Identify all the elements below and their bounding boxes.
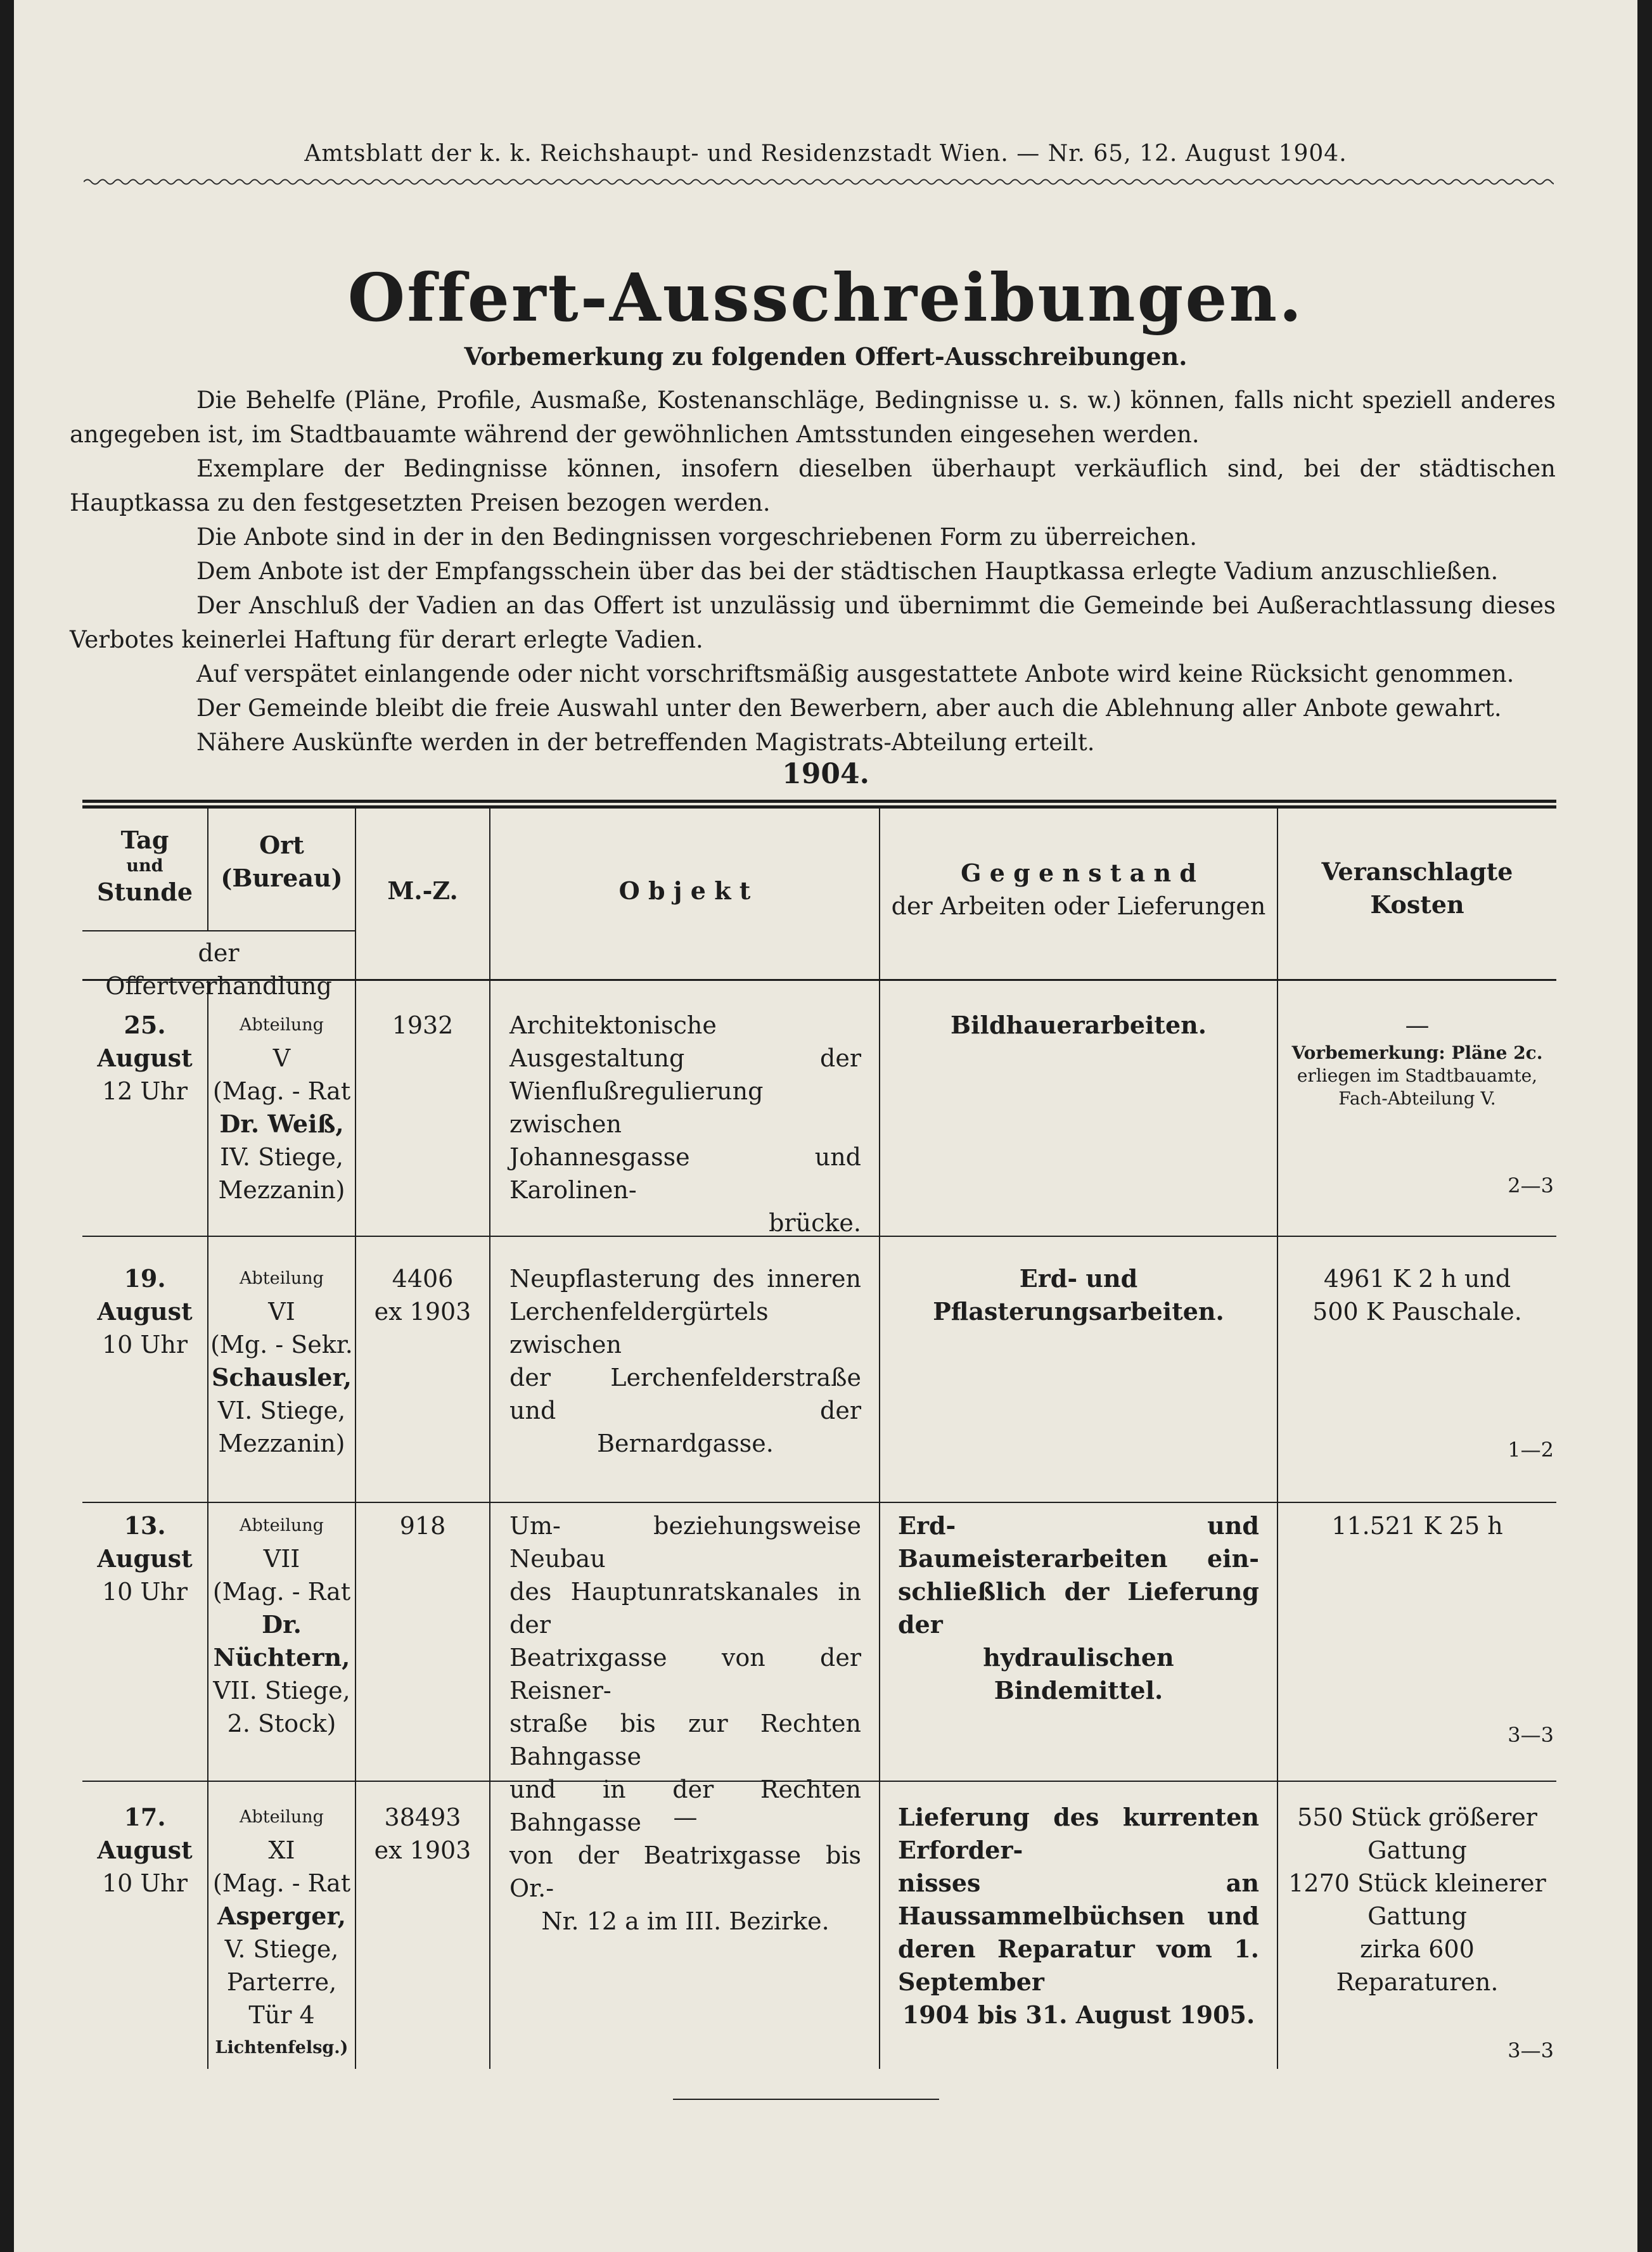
ort-line: IV. Stiege, <box>220 1143 343 1171</box>
gegenstand-line: hydraulischen Bindemittel. <box>983 1643 1174 1705</box>
ort-line: VI. Stiege, <box>217 1397 346 1424</box>
kosten-cell <box>1278 1009 1556 1110</box>
ort-line: Mezzanin) <box>218 1430 345 1457</box>
kosten-line: zirka 600 Reparaturen. <box>1336 1935 1499 1996</box>
page-subtitle: Vorbemerkung zu folgenden Offert-Ausschreibungen. <box>464 342 1188 371</box>
end-rule <box>673 2099 939 2100</box>
header-kosten-line: Veranschlagte <box>1321 857 1513 886</box>
mz-cell <box>356 1801 489 1867</box>
header-tag-line: Stunde <box>97 878 193 906</box>
column-divider <box>355 808 356 2069</box>
gegenstand-cell <box>898 1009 1259 1042</box>
intro-paragraph: Der Gemeinde bleibt die freie Auswahl unter den Bewerbern, aber auch die Ablehnung aller Anbote gewahrt. <box>196 694 1502 722</box>
kosten-note-line: erliegen im Stadtbauamte, <box>1297 1065 1538 1086</box>
date-cell <box>82 1801 207 1900</box>
intro-text <box>70 383 1556 760</box>
ort-line: XI <box>268 1836 295 1864</box>
objekt-line: und in der Rechten Bahngasse <box>509 1775 861 1836</box>
header-gegenstand-line: G e g e n s t a n d <box>961 859 1196 887</box>
date-cell <box>82 1009 207 1108</box>
ort-line: (Mag. - Rat <box>212 1077 351 1105</box>
ort-line: Lichtenfelsg.) <box>215 2038 349 2057</box>
ort-line: Asperger, <box>217 1902 346 1930</box>
gegenstand-line: 1904 bis 31. August 1905. <box>902 2000 1255 2029</box>
header-kosten <box>1278 855 1556 921</box>
kosten-cell <box>1278 1262 1556 1328</box>
intro-paragraph: Exemplare der Bedingnisse können, insofern dieselben überhaupt verkäuflich sind, bei der städtischen Hauptkassa zu den festgesetzten Preisen bezogen werden. <box>70 455 1556 516</box>
gegenstand-line: Lieferung des kurrenten Erforder- <box>898 1803 1259 1864</box>
gegenstand-cell <box>898 1262 1259 1328</box>
ort-label: Abteilung <box>240 1516 324 1535</box>
mz-line: ex 1903 <box>374 1836 471 1864</box>
mz-line: 1932 <box>392 1011 454 1039</box>
ort-line: Tür 4 <box>248 2001 315 2029</box>
gegenstand-line: Erd- und Baumeisterarbeiten ein- <box>898 1511 1259 1573</box>
kosten-line: 4961 K 2 h und <box>1323 1265 1511 1293</box>
kosten-line: Gattung <box>1367 1836 1467 1864</box>
objekt-line: Nr. 12 a im III. Bezirke. <box>541 1907 829 1935</box>
header-mz: M.-Z. <box>387 876 458 905</box>
kosten-line: Gattung <box>1367 1902 1467 1930</box>
mz-cell <box>356 1262 489 1328</box>
objekt-cell <box>509 1509 861 1938</box>
ort-line: Mezzanin) <box>218 1176 345 1204</box>
objekt-line: brücke. <box>769 1209 861 1237</box>
date-cell <box>82 1262 207 1361</box>
header-tag-line: Tag <box>120 826 169 854</box>
header-ort-line: Ort <box>259 831 304 859</box>
intro-paragraph: Nähere Auskünfte werden in der betreffenden Magistrats-Abteilung erteilt. <box>196 729 1095 756</box>
intro-paragraph: Die Anbote sind in der in den Bedingnissen vorgeschriebenen Form zu überreichen. <box>196 523 1197 551</box>
ort-label: Abteilung <box>240 1807 324 1827</box>
ort-cell <box>208 1801 355 2064</box>
objekt-line: des Hauptunratskanales in der <box>509 1578 861 1639</box>
header-gegenstand-line: der Arbeiten oder Lieferungen <box>891 892 1266 920</box>
page-title: Offert-Ausschreibungen. <box>347 259 1304 336</box>
row-divider <box>82 1502 1556 1503</box>
gegenstand-cell <box>898 1801 1259 2031</box>
ort-label: Abteilung <box>240 1015 324 1035</box>
objekt-line: Neupflasterung des inneren <box>509 1265 861 1293</box>
gegenstand-line: Erd- und Pflasterungsarbeiten. <box>933 1264 1224 1326</box>
date-cell <box>82 1509 207 1608</box>
ort-line: V <box>272 1044 291 1072</box>
time-text: 12 Uhr <box>101 1077 188 1105</box>
ort-line: Nüchtern, <box>213 1643 350 1672</box>
table-top-rule <box>82 800 1556 803</box>
decorative-wavy-rule <box>84 176 1554 188</box>
mz-line: ex 1903 <box>374 1298 471 1326</box>
objekt-line: Johannesgasse und Karolinen- <box>509 1143 861 1204</box>
intro-paragraph: Der Anschluß der Vadien an das Offert ist unzulässig und übernimmt die Gemeinde bei Außerachtlassung dieses Verbotes keinerlei Haftung für derart erlegte Vadien. <box>70 592 1556 653</box>
gegenstand-line: Bildhauerarbeiten. <box>950 1011 1207 1039</box>
ort-line: VII. Stiege, <box>213 1677 350 1705</box>
mz-line: 38493 <box>384 1803 461 1831</box>
objekt-line: Beatrixgasse von der Reisner- <box>509 1644 861 1705</box>
column-divider <box>879 808 880 2069</box>
ort-line: Dr. <box>262 1610 302 1639</box>
header-offertverhandlung: der Offertverhandlung <box>105 939 332 1000</box>
date-text: 13. August <box>97 1511 193 1573</box>
kosten-line: 500 K Pauschale. <box>1312 1298 1522 1326</box>
date-text: 25. August <box>97 1011 193 1072</box>
reference-number: 3—3 <box>1508 2038 1554 2063</box>
header-objekt: O b j e k t <box>618 876 751 905</box>
header-tag-line: und <box>126 856 163 876</box>
mz-cell <box>356 1009 489 1042</box>
objekt-line: Wienflußregulierung zwischen <box>509 1077 764 1138</box>
date-text: 19. August <box>97 1264 193 1326</box>
reference-number: 3—3 <box>1508 1723 1554 1747</box>
ort-line: VI <box>268 1298 295 1326</box>
kosten-note-line: Fach-Abteilung V. <box>1338 1088 1496 1109</box>
objekt-line: Lerchenfeldergürtels zwischen <box>509 1298 769 1359</box>
mz-line: 918 <box>399 1512 446 1540</box>
gegenstand-cell <box>898 1509 1259 1707</box>
header-divider <box>82 930 355 931</box>
header-gegenstand <box>880 857 1277 923</box>
header-kosten-line: Kosten <box>1370 890 1464 919</box>
ort-line: VII <box>263 1545 300 1573</box>
header-ort-line: (Bureau) <box>221 864 343 892</box>
objekt-cell <box>509 1262 861 1460</box>
intro-paragraph: Die Behelfe (Pläne, Profile, Ausmaße, Kostenanschläge, Bedingnisse u. s. w.) können, falls nicht speziell anderes angegeben ist, im Stadtbauamte während der gewöhnlichen Amtsstunden eingesehen werden. <box>70 387 1556 448</box>
ort-cell <box>208 1262 355 1460</box>
ort-label: Abteilung <box>240 1269 324 1288</box>
ort-line: Parterre, <box>226 1968 337 1996</box>
kosten-line: — <box>1405 1011 1430 1039</box>
ort-line: V. Stiege, <box>224 1935 339 1963</box>
time-text: 10 Uhr <box>101 1331 188 1359</box>
header-tag <box>82 824 207 909</box>
objekt-cell <box>509 1801 861 1834</box>
ort-cell <box>208 1509 355 1740</box>
intro-paragraph: Auf verspätet einlangende oder nicht vorschriftsmäßig ausgestattete Anbote wird keine Rücksicht genommen. <box>196 660 1514 688</box>
mz-cell <box>356 1509 489 1542</box>
gazette-header: Amtsblatt der k. k. Reichshaupt- und Residenzstadt Wien. — Nr. 65, 12. August 1904. <box>304 141 1347 167</box>
ort-line: Dr. Weiß, <box>219 1110 344 1138</box>
year-heading: 1904. <box>782 758 869 790</box>
kosten-cell <box>1278 1801 1556 1999</box>
kosten-cell <box>1278 1509 1556 1542</box>
header-ort <box>208 829 355 895</box>
reference-number: 2—3 <box>1508 1174 1554 1198</box>
ort-cell <box>208 1009 355 1206</box>
ort-line: 2. Stock) <box>227 1710 336 1737</box>
gegenstand-line: nisses an Haussammelbüchsen und <box>898 1869 1259 1930</box>
date-text: 17. August <box>97 1803 193 1864</box>
ort-line: (Mag. - Rat <box>212 1578 351 1606</box>
objekt-line: von der Beatrixgasse bis Or.- <box>509 1841 861 1902</box>
gegenstand-line: schließlich der Lieferung der <box>898 1577 1259 1639</box>
ort-line: (Mag. - Rat <box>212 1869 351 1897</box>
time-text: 10 Uhr <box>101 1869 188 1897</box>
mz-line: 4406 <box>392 1265 454 1293</box>
objekt-line: — <box>673 1803 698 1831</box>
column-divider <box>489 808 490 2069</box>
kosten-line: 550 Stück größerer <box>1297 1803 1537 1831</box>
ort-line: Schausler, <box>212 1363 352 1392</box>
objekt-line: Architektonische Ausgestaltung der <box>509 1011 861 1072</box>
ort-line: (Mg. - Sekr. <box>210 1331 353 1359</box>
objekt-line: der Lerchenfelderstraße und der <box>509 1364 861 1424</box>
intro-paragraph: Dem Anbote ist der Empfangsschein über das bei der städtischen Hauptkassa erlegte Vadium anzuschließen. <box>196 558 1499 585</box>
objekt-line: straße bis zur Rechten Bahngasse <box>509 1710 861 1770</box>
time-text: 10 Uhr <box>101 1578 188 1606</box>
kosten-line: 1270 Stück kleinerer <box>1288 1869 1546 1897</box>
reference-number: 1—2 <box>1508 1438 1554 1462</box>
kosten-note-line: Vorbemerkung: Pläne 2c. <box>1291 1042 1543 1063</box>
objekt-cell <box>509 1009 861 1239</box>
table-top-rule <box>82 805 1556 809</box>
gegenstand-line: deren Reparatur vom 1. September <box>898 1935 1259 1996</box>
kosten-line: 11.521 K 25 h <box>1331 1512 1503 1540</box>
objekt-line: Um- beziehungsweise Neubau <box>509 1512 861 1573</box>
objekt-line: Bernardgasse. <box>597 1430 774 1457</box>
document-page <box>14 0 1637 2252</box>
